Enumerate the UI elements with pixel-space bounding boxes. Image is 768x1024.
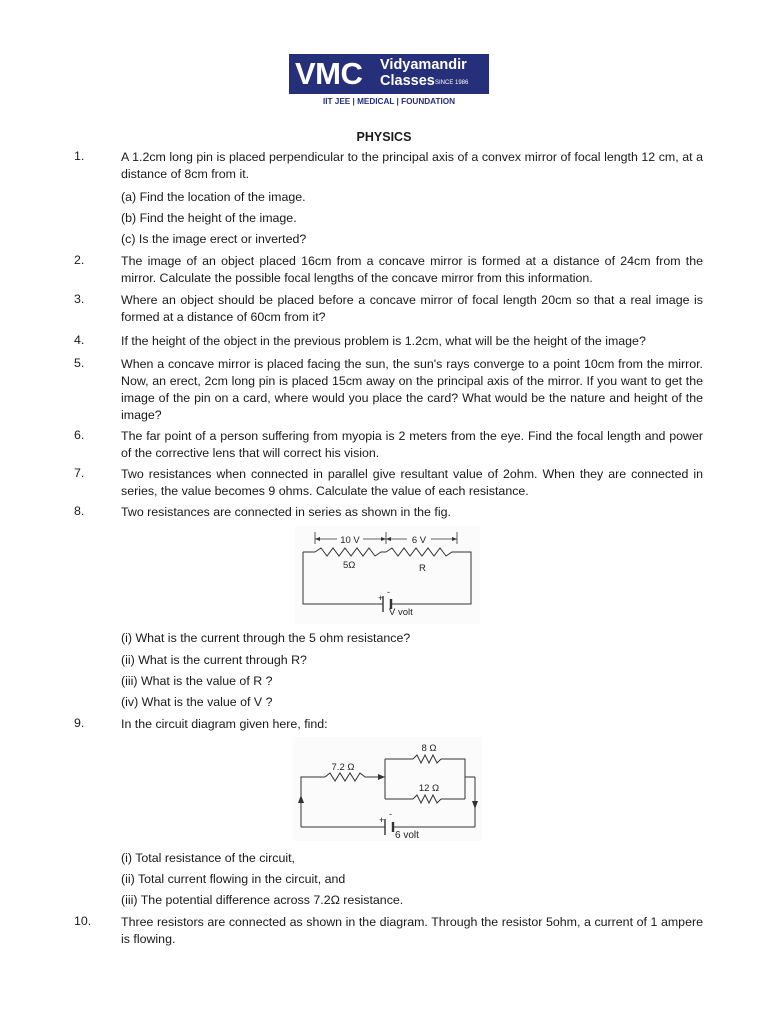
question-text: Two resistances when connected in parallel give resultant value of 2ohm. When they are connected in series, the value becomes 9 ohms. Calculate the value of each resistance. (121, 467, 703, 498)
question-part: (iii) What is the value of R ? (121, 674, 273, 688)
question-number: 8. (74, 504, 85, 518)
question-number: 1. (74, 149, 85, 163)
question-part: (i) Total resistance of the circuit, (121, 851, 295, 865)
resistor-label-r: R (419, 563, 426, 574)
logo-tagline: IIT JEE | MEDICAL | FOUNDATION (322, 97, 456, 106)
question-part: (ii) What is the current through R? (121, 653, 307, 667)
question-part: (b) Find the height of the image. (121, 211, 297, 225)
question-number: 7. (74, 466, 85, 480)
question-text: Three resistors are connected as shown in the diagram. Through the resistor 5ohm, a current of 1 ampere is flowing. (121, 915, 703, 946)
vmc-logo (289, 54, 489, 109)
logo-since: SINCE 1986 (435, 80, 469, 86)
battery-plus: + (379, 815, 385, 825)
question-text: If the height of the object in the previous problem is 1.2cm, what will be the height of the image? (121, 334, 646, 348)
question-number: 6. (74, 428, 85, 442)
question-text: A 1.2cm long pin is placed perpendicular to the principal axis of a convex mirror of focal length 12 cm, at a distance of 8cm from it. (121, 150, 703, 181)
logo-name-line2: Classes (380, 73, 435, 89)
logo-name-line1: Vidyamandir (380, 57, 467, 73)
question-number: 2. (74, 253, 85, 267)
question-part: (i) What is the current through the 5 ohm resistance? (121, 631, 411, 645)
question-text: In the circuit diagram given here, find: (121, 717, 328, 731)
battery-minus: - (387, 587, 390, 597)
question-text: The image of an object placed 16cm from a concave mirror is formed at a distance of 24cm from the mirror. Calculate the possible focal lengths of the concave mirror from this information. (121, 254, 703, 285)
resistor-label-8ohm: 8 Ω (421, 743, 437, 754)
question-number: 3. (74, 292, 85, 306)
resistor-label-5ohm: 5Ω (343, 560, 356, 571)
voltage-label-6v: 6 V (411, 535, 427, 546)
question-part: (iii) The potential difference across 7.2Ω resistance. (121, 893, 404, 907)
resistor-label-12ohm: 12 Ω (418, 783, 440, 794)
battery-plus: + (378, 593, 384, 603)
question-number: 4. (74, 333, 85, 347)
parallel-circuit-diagram (293, 737, 482, 841)
question-text: When a concave mirror is placed facing the sun, the sun's rays converge to a point 10cm from the mirror. Now, an erect, 2cm long pin is placed 15cm away on the principal axis of the mirror. If you want to get the image of the pin on a card, where would you place the card? What would be the nature and height of the image? (121, 357, 703, 422)
logo-banner (289, 54, 489, 94)
question-part: (iv) What is the value of V ? (121, 695, 273, 709)
battery-label: V volt (389, 607, 413, 618)
question-number: 9. (74, 716, 85, 730)
question-part: (ii) Total current flowing in the circuit, and (121, 872, 346, 886)
question-text: Where an object should be placed before a concave mirror of focal length 20cm so that a real image is formed at a distance of 60cm from it? (121, 293, 703, 324)
question-number: 10. (74, 914, 92, 928)
page-title: PHYSICS (356, 130, 412, 144)
voltage-label-10v: 10 V (340, 535, 360, 546)
question-text: Two resistances are connected in series as shown in the fig. (121, 505, 451, 519)
series-circuit-diagram (295, 526, 480, 624)
logo-mark: VMC (295, 56, 363, 91)
parallel-circuit-figure (293, 737, 482, 841)
question-number: 5. (74, 356, 85, 370)
series-circuit-figure (295, 526, 480, 624)
resistor-label-7-2ohm: 7.2 Ω (331, 762, 355, 773)
question-part: (c) Is the image erect or inverted? (121, 232, 307, 246)
battery-minus: - (389, 809, 392, 819)
battery-label: 6 volt (395, 830, 419, 841)
question-text: The far point of a person suffering from myopia is 2 meters from the eye. Find the focal length and power of the corrective lens that will correct his vision. (121, 429, 703, 460)
question-part: (a) Find the location of the image. (121, 190, 306, 204)
